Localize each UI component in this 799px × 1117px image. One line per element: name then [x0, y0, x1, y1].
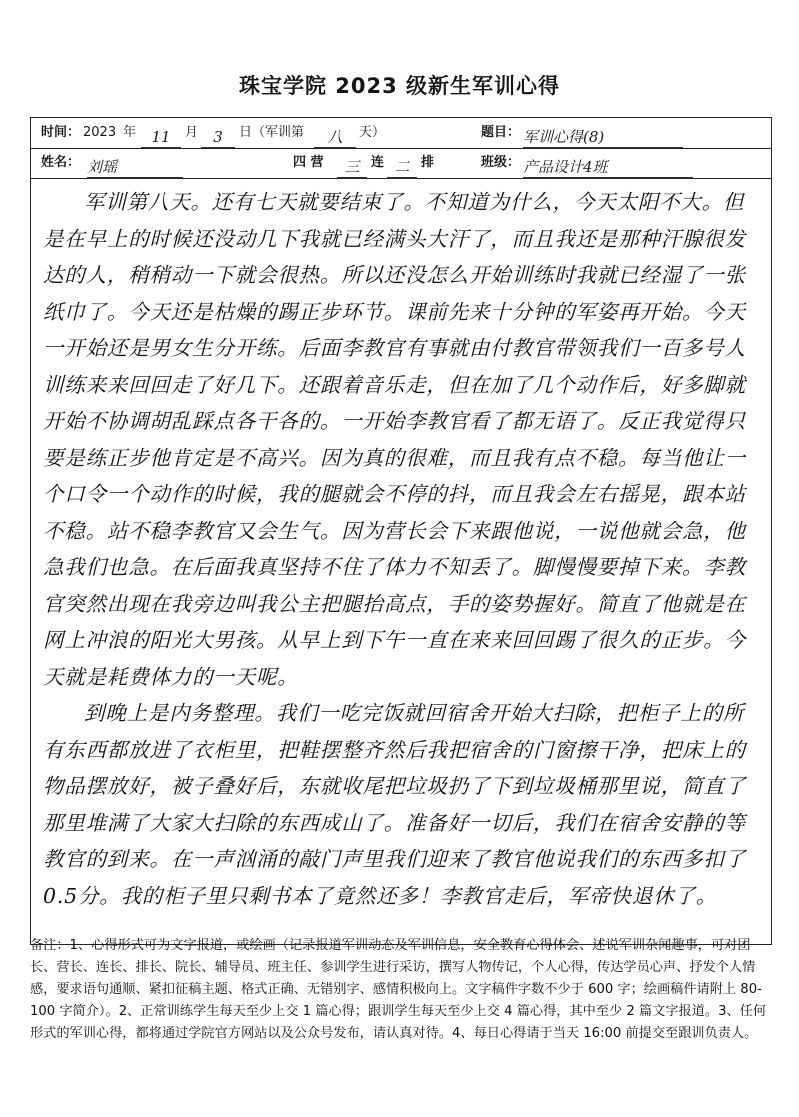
form-row-name-class — [31, 148, 771, 179]
topic-value: 军训心得(8) — [523, 127, 683, 148]
training-day-value: 八 — [314, 127, 356, 148]
company-unit: 连 — [371, 155, 385, 170]
month-value: 11 — [141, 127, 181, 148]
name-label: 姓名： — [41, 155, 81, 170]
footer-note: 备注：1、心得形式可为文字报道，或绘画（记录报道军训动态及军训信息，安全教育心得体会、述说军训杂闻趣事，可对团长、营长、连长、排长、院长、辅导员、班主任、参训学生进行采访，撰写人物传记，个人心得，传达学员心声、抒发个人情感，要求语句通顺、紧扣征稿主题、格式正确、无错别字、感情积极向上。文字稿件字数不少于 600 字；绘画稿件请附上 80-100 字简介）。2、正常训练学生每天至少上交 1 篇心得；跟训学生每天至少上交 4 篇心得，其中至少 2 篇文字报道。3、任何形式的军训心得，都将通过学院官方网站以及公众号发布，请认真对待。4、每日心得请于当天 16:00 前提交至跟训负责人。 — [30, 938, 767, 1041]
platoon-value: 二 — [387, 157, 417, 178]
journal-form — [30, 117, 772, 945]
class-label: 班级： — [481, 155, 521, 170]
essay-paragraph-1: 军训第八天。还有七天就要结束了。不知道为什么，今天太阳不大。但是在早上的时候还没动几下我就已经满头大汗了，而且我还是那种汗腺很发达的人，稍稍动一下就会很热。所以还没怎么开始训练时我就已经湿了一张纸巾了。今天还是枯燥的踢正步环节。课前先来十分钟的军姿再开始。今天一开始还是男女生分开练。后面李教官有事就由付教官带领我们一百多号人训练来来回回走了好几下。还跟着音乐走，但在加了几个动作后，好多脚就开始不协调胡乱踩点各干各的。一开始李教官看了都无语了。反正我觉得只要是练正步他肯定是不高兴。因为真的很难，而且我有点不稳。每当他让一个口令一个动作的时候，我的腿就会不停的抖，而且我会左右摇晃，跟本站不稳。站不稳李教官又会生气。因为营长会下来跟他说，一说他就会急，他急我们也急。在后面我真坚持不住了体力不知丢了。脚慢慢要掉下来。李教官突然出现在我旁边叫我公主把腿抬高点，手的姿势握好。简直了他就是在网上冲浪的阳光大男孩。从早上到下午一直在来来回回踢了很久的正步。今天就是耗费体力的一天呢。 — [43, 190, 746, 689]
training-day-unit: 天） — [359, 125, 386, 140]
month-unit: 月 — [185, 125, 199, 140]
topic-label: 题目： — [481, 125, 521, 140]
year-unit: 年 — [123, 125, 137, 140]
day-unit: 日（军训第 — [239, 125, 305, 140]
year-value: 2023 — [83, 125, 117, 140]
battalion-label: 四 营 — [293, 155, 324, 170]
company-value: 三 — [337, 157, 367, 178]
day-value: 3 — [201, 127, 235, 148]
page-title: 珠宝学院 2023 级新生军训心得 — [238, 74, 561, 98]
name-value: 刘瑶 — [87, 157, 183, 178]
form-row-date-topic — [31, 118, 771, 149]
handwritten-essay — [43, 184, 761, 940]
time-label: 时间： — [41, 125, 81, 140]
essay-paragraph-2: 到晚上是内务整理。我们一吃完饭就回宿舍开始大扫除，把柜子上的所有东西都放进了衣柜里，把鞋摆整齐然后我把宿舍的门窗擦干净，把床上的物品摆放好，被子叠好后，东就收尾把垃圾扔了下到垃圾桶那里说，简直了那里堆满了大家大扫除的东西成山了。准备好一切后，我们在宿舍安静的等教官的到来。在一声汹涌的敲门声里我们迎来了教官他说我们的东西多扣了0.5分。我的柜子里只剩书本了竟然还多！李教官走后，军帝快退休了。 — [43, 701, 746, 908]
class-value: 产品设计4班 — [523, 157, 693, 178]
platoon-unit: 排 — [421, 155, 435, 170]
